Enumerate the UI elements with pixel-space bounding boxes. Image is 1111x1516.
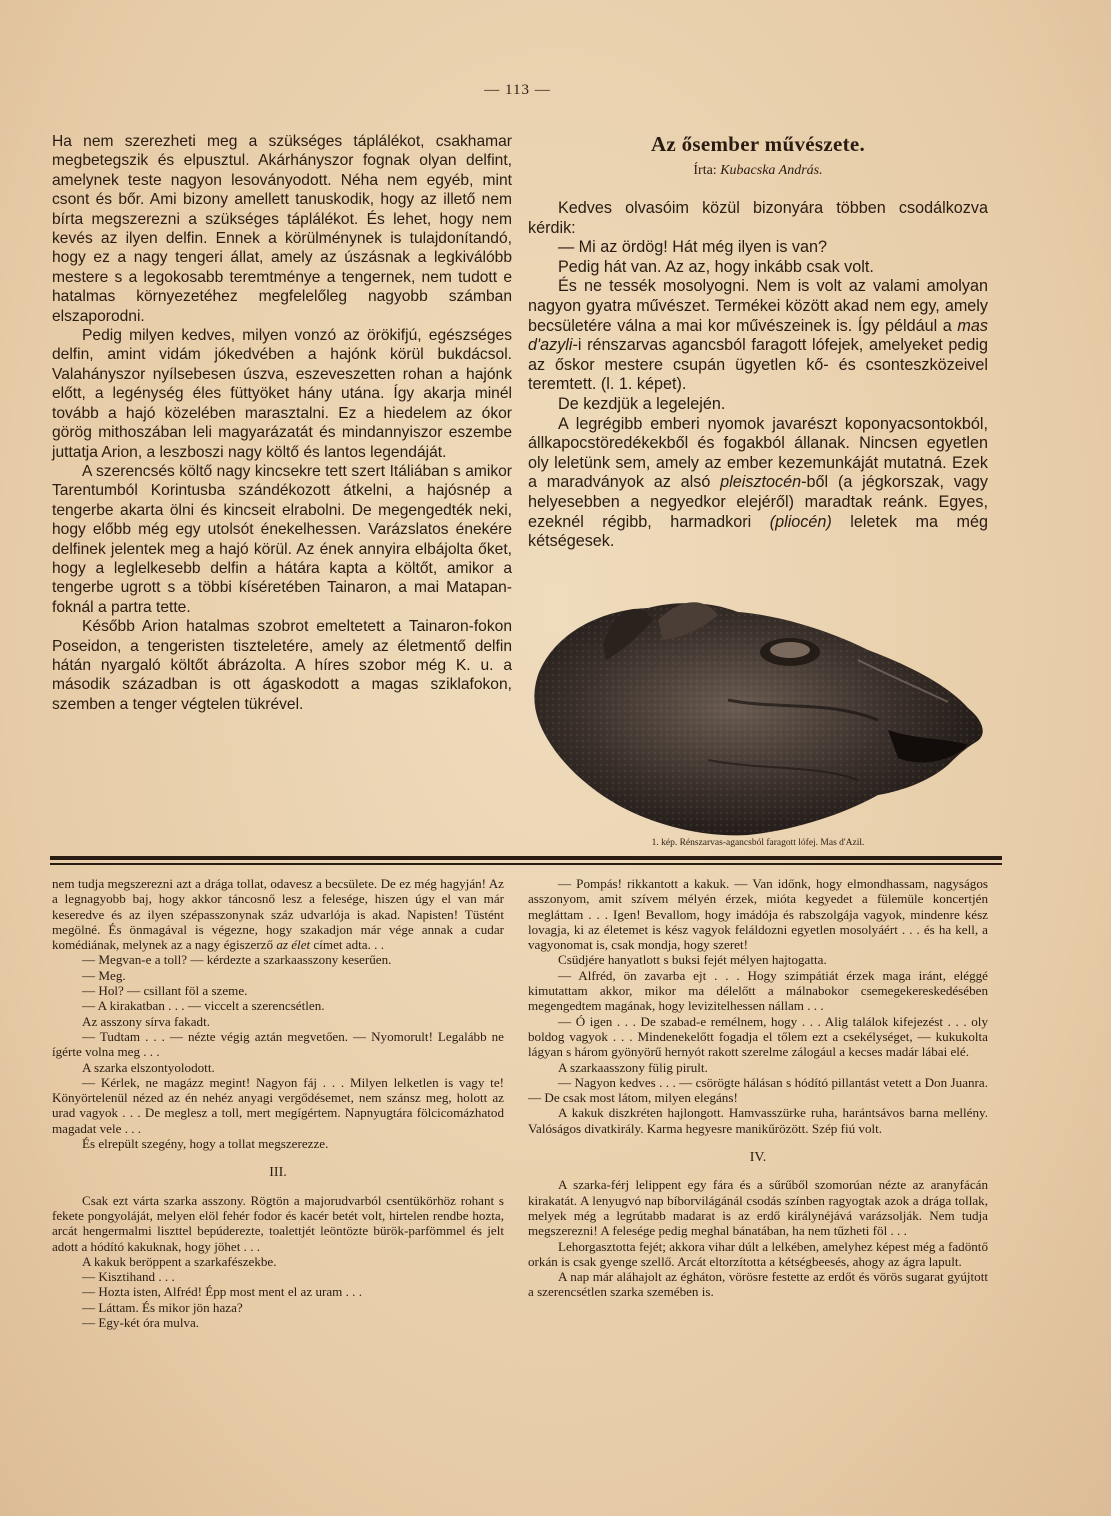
paragraph — [528, 277, 988, 395]
italic-term: az élet — [276, 937, 311, 953]
italic-term: mas d'azyli — [528, 316, 988, 355]
text-run: leletek ma még kétségesek. — [528, 512, 988, 551]
paragraph: Az asszony sírva fakadt. — [82, 1013, 210, 1029]
paragraph: És elrepült szegény, hogy a tollat megszerezze. — [82, 1136, 329, 1152]
paragraph: — Hozta isten, Alfréd! Épp most ment el az uram . . . — [82, 1284, 362, 1300]
page-number: — 113 — — [484, 82, 551, 98]
paragraph: — A kirakatban . . . — viccelt a szerencsétlen. — [82, 998, 325, 1014]
horizontal-rule — [50, 856, 1002, 860]
paragraph: Lehorgasztotta fejét; akkora vihar dúlt a lelkében, amelyhez képest még a fadöntő orkán is csak gyenge szellő. Arcát eltorzította a kétségbeesés, ahogy az ágra lapult. — [528, 1238, 988, 1269]
text-run: címet adta. . . — [310, 937, 384, 953]
paragraph: A szarkaasszony fülig pirult. — [558, 1059, 708, 1075]
text-run: A legrégibb emberi nyomok javarészt koponyacsontokból, állkapocstöredékekből és fogakból állanak. Nincsen egyetlen oly leletünk sem, amely az ember kezemunkáját mutatná. Ezek a maradványok az alsó — [528, 414, 988, 492]
paragraph: A szarka-férj lelippent egy fára és a sűrűből szomorúan nézte az aranyfácán kirakatát. A lenyugvó nap bíborvilágánál csodás színben ragyogtak azok a drága tollak, melyek még a legrútabb madarat is az erdő királynéjává varázsolják. Nem tudja megszerezni! A felesége pedig meghal bánatában, ha nem tűzheti föl . . . — [528, 1177, 988, 1239]
paragraph: — Hol? — csillant föl a szeme. — [82, 983, 248, 999]
paragraph: — Ó igen . . . De szabad-e remélnem, hogy . . . Alig találok kifejezést . . . oly boldog vagyok . . . Mindenekelőtt fogadja el tőlem ezt a csekélységet, — kukukolta lágyan s három gyönyörű hernyót rakott szerelme zálogául a kecses madár lábai elé. — [528, 1013, 988, 1060]
text-run: -ből (a jégkorszak, vagy helyesebben a negyedkor elejéről) maradtak reánk. Egyes, ezeknél régibb, harmadkori — [528, 473, 988, 531]
text-run: nem tudja megszerezni azt a drága tollat, odavesz a becsülete. De ez még hagyján! Az a legnagyobb baj, hogy akkor táncosnő lesz a felesége, hiszen úgy el van már keseredve és az ilyen szépasszonynak száz udvarlója is akad. Napisten! Tüstént megölné. És önmagával is végezne, hogy szakadjon már vége annak a cudar komédiának, melynek az a nagy égiszerző — [52, 876, 504, 953]
paragraph: Pedig milyen kedves, milyen vonzó az örökifjú, egészséges delfin, amint vidám jókedvében a hajónk körül bukdácsol. Valahányszor nyílsebesen úszva, eszeveszetten rohan a hajónk előtt, a legénység éles füttyöket hány utána. Így akarja minél tovább a hajó közelében marasztalni. Ez a hiedelem az ókor görög mithoszában leli magyarázatát és mindannyiszor eszembe juttatja Arion, a leszboszi nagy költő és lantos legendáját. — [52, 327, 512, 461]
paragraph: — Pompás! rikkantott a kakuk. — Van időnk, hogy elmondhassam, nagyságos asszonyom, amit szívem mélyén érzek, mióta kegyedet a fülemüle koncertjén megláttam . . . Igen! Bevallom, hogy imádója és rabszolgája vagyok, mindenre kész lovagja, ki az életemet is kész vagyok feláldozni egyetlen mosolyáért . . . és ha kell, a vagyonomat is, csak mondja, hogy szeret! — [528, 876, 988, 953]
section-number: III. — [269, 1165, 287, 1181]
paragraph: A kakuk beröppent a szarkafészekbe. — [82, 1253, 277, 1269]
paragraph: Kedves olvasóim közül bizonyára többen csodálkozva kérdik: — [528, 199, 988, 237]
paragraph: — Megvan-e a toll? — kérdezte a szarkaasszony keserűen. — [82, 952, 392, 968]
paragraph — [52, 876, 504, 952]
paragraph: De kezdjük a legelején. — [558, 394, 726, 413]
paragraph: — Tudtam . . . — nézte végig aztán megvetően. — Nyomorult! Legalább ne ígérte volna meg . . . — [52, 1028, 504, 1060]
section-number: IV. — [749, 1150, 767, 1166]
horse-head-carving-image — [528, 590, 993, 838]
byline-prefix: Írta: — [693, 163, 717, 178]
paragraph: — Mi az ördög! Hát még ilyen is van? — [558, 238, 828, 257]
paragraph: Ha nem szerezheti meg a szükséges táplálékot, csakhamar megbetegszik és elpusztul. Akárhányszor fognak olyan delfint, amelynek teste nagyon lesoványodott. Néha nem egyéb, mint csont és bőr. Ami bizony amellett tanuskodik, hogy az illető nem bírta megszerezni a szükséges táplálékot. És lehet, hogy nem kevés az ilyen delfin. Ennek a körülménynek is tulajdonítandó, hogy ez a nagy tengeri állat, amely az úszásnak a legkiválóbb mestere s a legokosabb teremtménye a tengernek, nem tudott e hatalmas környezetéhez megfelelőleg nagyobb számban elszaporodni. — [52, 133, 512, 325]
paragraph: Pedig hát van. Az az, hogy inkább csak volt. — [558, 257, 874, 276]
paragraph: — Láttam. És mikor jön haza? — [82, 1299, 243, 1315]
article-column — [528, 132, 988, 552]
paragraph: — Meg. — [82, 967, 126, 983]
paragraph: — Nagyon kedves . . . — csörögte hálásan s hódító pillantást vetett a Don Juanra. — De csak most látom, milyen elegáns! — [528, 1074, 988, 1106]
italic-term: (pliocén) — [769, 512, 832, 531]
byline — [528, 163, 988, 179]
paragraph: Csüdjére hanyatlott s buksi fejét mélyen hajtogatta. — [558, 952, 827, 968]
paragraph — [528, 415, 988, 552]
lower-right-column — [528, 876, 988, 1300]
paragraph: A nap már aláhajolt az égháton, vörösre festette az erdőt és vörös sugarat gyújtott a szerencsétlen szarka szemében is. — [528, 1269, 988, 1300]
figure-caption: 1. kép. Rénszarvas-agancsból faragott lófej. Mas d'Azil. — [651, 838, 865, 848]
paragraph: — Kérlek, ne magázz megint! Nagyon fáj . . . Milyen lelketlen is vagy te! Könyörtelenül nézed az én nehéz anyagi vergődésemet, nem szánsz meg, holott az urad vagyok . . . De meglesz a toll, mert megígértem. Napnyugtára fölcicomázhatod magadat vele . . . — [52, 1074, 504, 1136]
article-title: Az ősember művészete. — [650, 132, 866, 156]
paragraph: A szerencsés költő nagy kincsekre tett szert Itáliában s amikor Tarentumból Korintusba szándékozott átkelni, a hajósnép a tengerbe akarta ölni és kincseit elrabolni. De megengedték neki, hogy előbb még egy utolsót énekelhessen. Varázslatos énekére delfinek jelentek meg a hajó körül. Az ének annyira elbájolta őket, hogy a leglelkesebb delfin a hátára kapta a költőt, amikor a tengerbe ugrott s a többi kíséretében Tainaron, a mai Matapan-foknál a partra tette. — [52, 462, 512, 616]
upper-left-column — [52, 132, 512, 714]
paragraph: A kakuk diszkréten hajlongott. Hamvasszürke ruha, harántsávos barna mellény. Valóságos divatkirály. Karma hegyesre manikűrözött. Szép fiú volt. — [528, 1105, 988, 1136]
paragraph: — Alfréd, ön zavarba ejt . . . Hogy szimpátiát érzek maga iránt, eléggé kimutattam akkor, mikor ma délelőtt a málnabokor csemegekereskedésében megengedtem magának, hogy levizitelhessen nállam . . . — [528, 967, 988, 1014]
text-run: -i rénszarvas agancsból faragott lófejek, amelyeket pedig az őskor mestere csupán ügyetlen kő- és csonteszközeivel teremtett. (l. 1. képet). — [528, 336, 988, 394]
paragraph: — Kisztihand . . . — [82, 1269, 175, 1285]
author-name: Kubacska András. — [720, 163, 823, 178]
paragraph: A szarka elszontyolodott. — [82, 1059, 215, 1075]
paragraph: — Egy-két óra mulva. — [82, 1315, 200, 1331]
text-run: És ne tessék mosolyogni. Nem is volt az valami amolyan nagyon gyatra művészet. Termékei között akad nem egy, amely becsületére válna a mai kor művészeinek is. Így például a — [528, 277, 988, 335]
italic-term: pleisztocén — [720, 473, 802, 492]
paragraph: Később Arion hatalmas szobrot emeltetett a Tainaron-fokon Poseidon, a tengeristen tiszteletére, amely az életmentő delfin hátán nyargaló költőt ábrázolta. A híres szobor még K. u. a második században is ott ágaskodott a magas sziklafokon, szemben a tenger végtelen tükrével. — [52, 618, 512, 713]
lower-left-column — [52, 876, 504, 1330]
horizontal-rule — [50, 863, 1002, 865]
paragraph: Csak ezt várta szarka asszony. Rögtön a majorudvarból csentükörhöz rohant s fekete pongyoláját, melyen elöl fehér fodor és kacér betét volt, hirtelen rendbe hozta, arcát hengermalmi liszttel bepúderezte, toalettjét leöntözte bürök-parfömmel és jelt adott a hódító kakuknak, hogy jöhet . . . — [52, 1192, 504, 1254]
